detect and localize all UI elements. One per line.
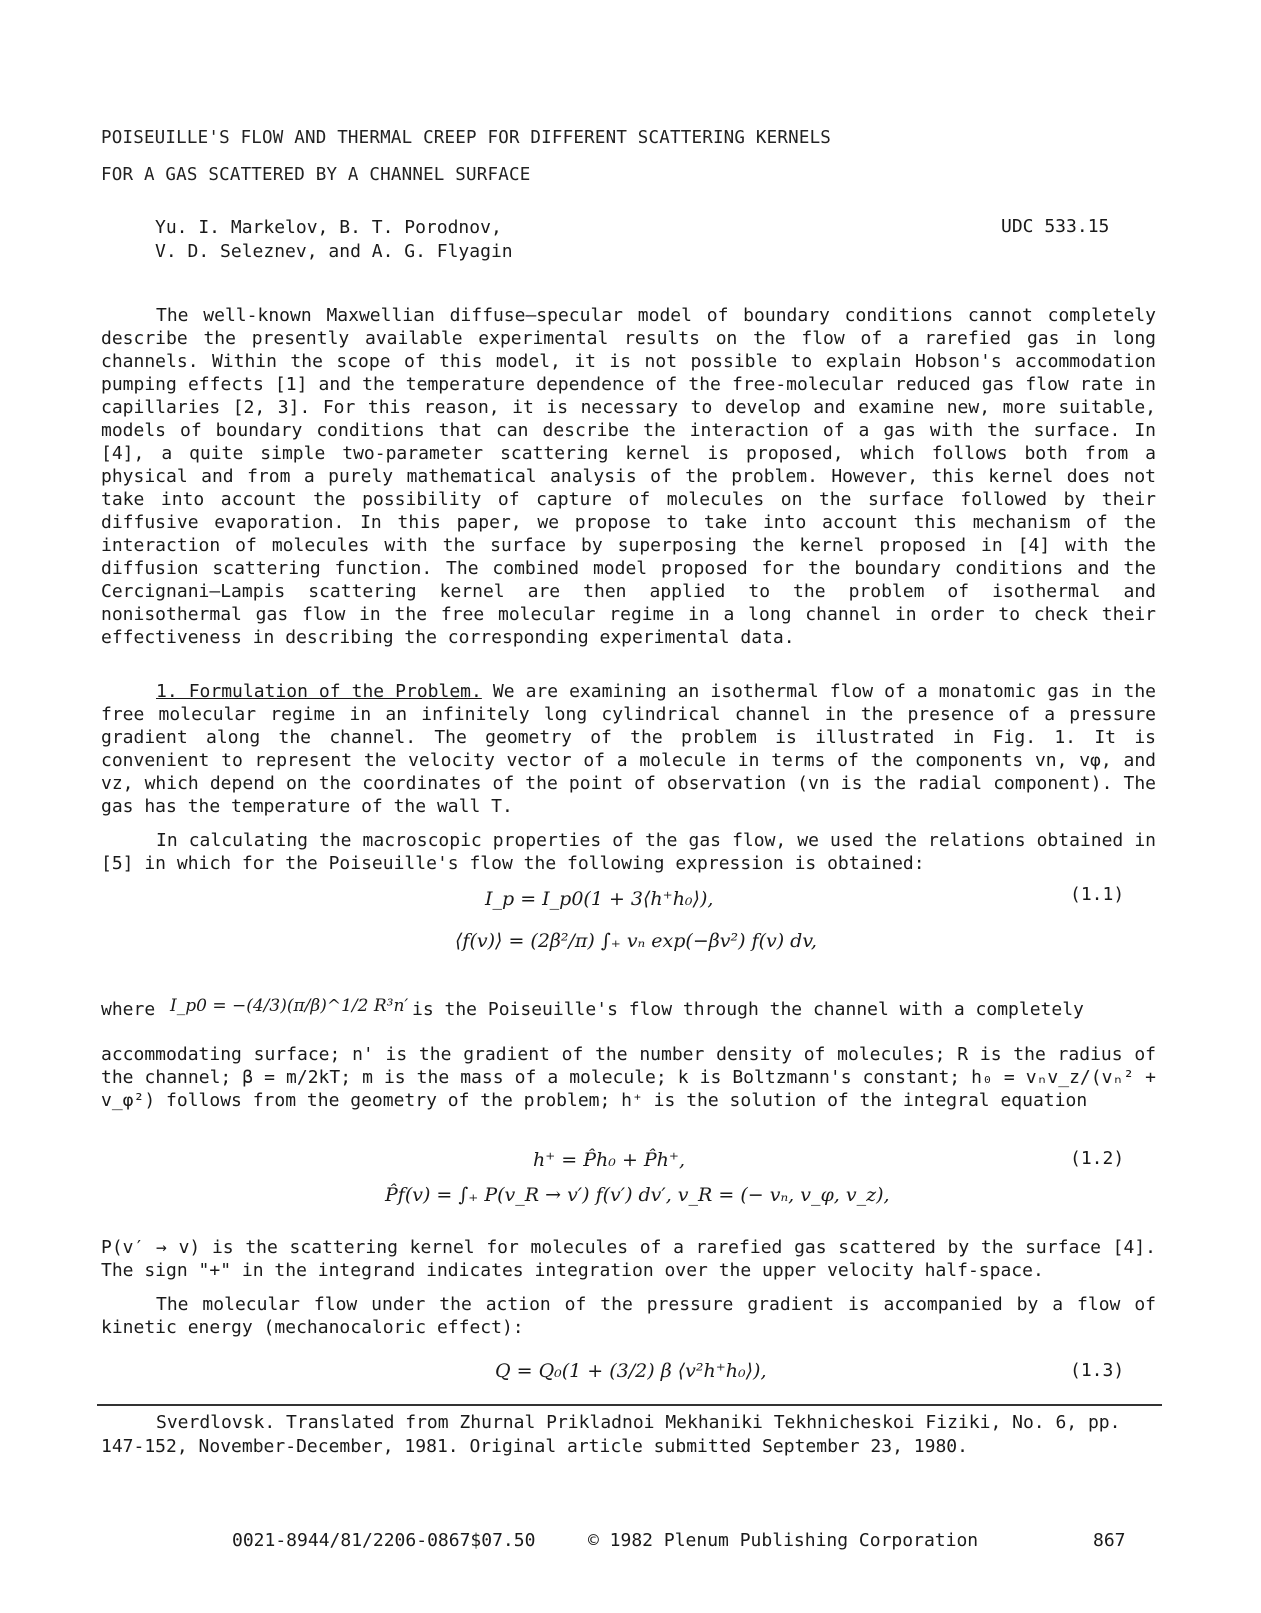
authors-line-2: V. D. Seleznev, and A. G. Flyagin xyxy=(155,241,513,262)
equation-number-1-3: (1.3) xyxy=(1070,1360,1125,1381)
section-1-paragraph xyxy=(101,680,1156,818)
equation-1-1-line-1: I_p = I_p0(1 + 3⟨h⁺h₀⟩), xyxy=(485,888,714,910)
section-1-text: We are examining an isothermal flow of a monatomic gas in the free molecular regime in an infinitely long cylindrical channel in the presence of a pressure gradient along the channel. The geometry of the problem is illustrated in Fig. 1. It is convenient to represent the velocity vector of a molecule in terms of the components v xyxy=(101,681,1156,771)
equation-number-1-1: (1.1) xyxy=(1070,884,1125,905)
where-text: is the Poiseuille's flow through the channel with a completely xyxy=(412,999,1084,1020)
equation-1-2-line-1: h⁺ = P̂h₀ + P̂h⁺, xyxy=(533,1149,685,1171)
where-label: where xyxy=(101,999,156,1020)
title-line-1: POISEUILLE'S FLOW AND THERMAL CREEP FOR DIFFERENT SCATTERING KERNELS xyxy=(101,128,832,148)
equation-1-3: Q = Q₀(1 + (3/2) β ⟨v²h⁺h₀⟩), xyxy=(495,1360,767,1382)
udc-code: UDC 533.15 xyxy=(1001,216,1110,237)
authors-line-1: Yu. I. Markelov, B. T. Porodnov, xyxy=(155,217,502,238)
calc-paragraph: In calculating the macroscopic properties of the gas flow, we used the relations obtained in [5] in which for the Poiseuille's flow the following expression is obtained: xyxy=(101,830,1156,874)
copyright: © 1982 Plenum Publishing Corporation xyxy=(588,1530,979,1551)
intro-paragraph: The well-known Maxwellian diffuse—specular model of boundary conditions cannot completely describe the presently available experimental results on the flow of a rarefied gas in long channels. Within the scope of this model, it is not possible to explain Hobson's accommodation pumping effects [1] and the temperature dependence of the free-molecular reduced gas flow rate in capillaries [2, 3]. For this reason, it is necessary to develop and examine new, more suitable, models of boundary conditions that can describe the interaction of a gas with the surface. In [4], a quite simple two-parameter scattering kernel is proposed, which follows both from a physical and from a purely mathematical analysis of the problem. However, this kernel does not take into account the possibility of capture of molecules on the surface followed by their diffusive evaporation. In this paper, we propose to take into account this mechanism of the interaction of molecules with the surface by superposing the kernel proposed in [4] with the diffusion scattering function. The combined model proposed for the boundary conditions and the Cercignani—Lampis scattering kernel are then applied to the problem of isothermal and nonisothermal gas flow in the free molecular regime in a long channel in order to check their effectiveness in describing the corresponding experimental data. xyxy=(101,305,1156,648)
equation-1-2-line-2: P̂f(v) = ∫₊ P(v_R → v′) f(v′) dv′, v_R = (− vₙ, v_φ, v_z), xyxy=(385,1184,890,1206)
authors xyxy=(155,216,513,264)
energy-paragraph: The molecular flow under the action of the pressure gradient is accompanied by a flow of kinetic energy (mechanocaloric effect): xyxy=(101,1294,1156,1338)
footnote: Sverdlovsk. Translated from Zhurnal Prikladnoi Mekhaniki Tekhnicheskoi Fiziki, No. 6, pp. 147-152, November-December, 1981. Original article submitted September 23, 1980. xyxy=(101,1412,1121,1457)
title-line-2: FOR A GAS SCATTERED BY A CHANNEL SURFACE xyxy=(101,165,531,185)
section-1-title: 1. Formulation of the Problem. xyxy=(156,681,482,702)
kernel-paragraph: P(v′ → v) is the scattering kernel for molecules of a rarefied gas scattered by the surface [4]. The sign "+" in the integrand indicates integration over the upper velocity half-space. xyxy=(101,1237,1156,1281)
page-number: 867 xyxy=(1093,1530,1126,1551)
equation-number-1-2: (1.2) xyxy=(1070,1148,1125,1169)
ip0-expression: I_p0 = −(4/3)(π/β)^1/2 R³n′ xyxy=(170,996,409,1016)
article-code: 0021-8944/81/2206-0867$07.50 xyxy=(232,1530,536,1551)
section-1-components: n, vφ, and vz, which depend on the coordinates of the point of observation (vn is the radial component). The gas has the temperature of the wall T. xyxy=(101,750,1156,817)
accommodating-paragraph: accommodating surface; n' is the gradient of the number density of molecules; R is the radius of the channel; β = m/2kT; m is the mass of a molecule; k is Boltzmann's constant; h₀ = vₙv_z/(vₙ² + v_φ²) follows from the geometry of the problem; h⁺ is the solution of the integral equation xyxy=(101,1044,1156,1111)
equation-1-1-line-2: ⟨f(v)⟩ = (2β²/π) ∫₊ vₙ exp(−βv²) f(v) dv, xyxy=(455,930,817,952)
footnote-divider xyxy=(97,1404,1162,1406)
